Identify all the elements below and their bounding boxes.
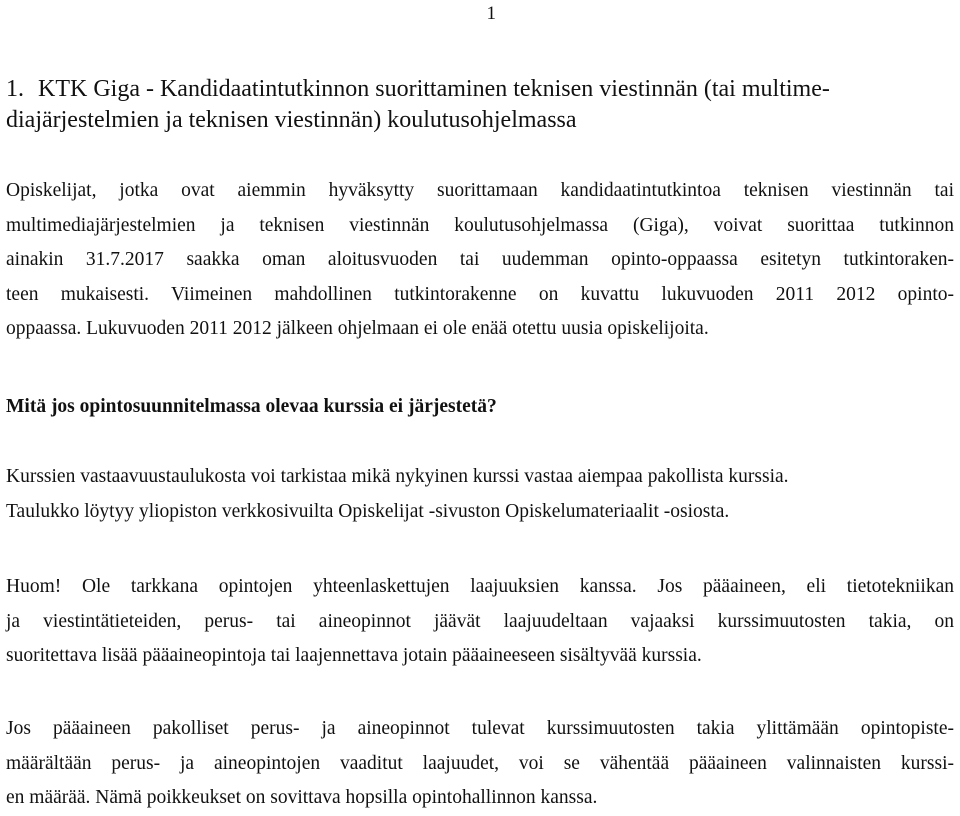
exception-line-3: en määrää. Nämä poikkeukset on sovittava hopsilla opintohallinnon kanssa. xyxy=(6,787,598,808)
intro-line-1: Opiskelijat, jotka ovat aiemmin hyväksytty suorittamaan kandidaatintutkintoa teknisen viestinnän tai xyxy=(6,180,954,201)
note-paragraph xyxy=(6,570,954,674)
course-equivalence-paragraph xyxy=(6,460,954,529)
exception-paragraph xyxy=(6,712,954,816)
equivalence-line-2: Taulukko löytyy yliopiston verkkosivuilta Opiskelijat -sivuston Opiskelumateriaalit -osiosta. xyxy=(6,500,730,522)
equivalence-line-1: Kurssien vastaavuustaulukosta voi tarkistaa mikä nykyinen kurssi vastaa aiempaa pakollista kurssia. xyxy=(6,466,789,487)
note-line-1: Huom! Ole tarkkana opintojen yhteenlaskettujen laajuuksien kanssa. Jos pääaineen, eli tietotekniikan xyxy=(6,576,954,597)
heading-line-1 xyxy=(6,74,954,105)
intro-line-5: oppaassa. Lukuvuoden 2011 2012 jälkeen ohjelmaan ei ole enää otettu uusia opiskelijoita. xyxy=(6,318,709,339)
exception-line-1: Jos pääaineen pakolliset perus- ja aineopinnot tulevat kurssimuutosten takia ylittämään opintopiste- xyxy=(6,718,954,739)
note-line-3: suoritettava lisää pääaineopintoja tai laajennettava jotain pääaineeseen sisältyvää kurssia. xyxy=(6,645,702,666)
section-heading xyxy=(6,74,954,136)
intro-line-3: ainakin 31.7.2017 saakka oman aloitusvuoden tai uudemman opinto-oppaassa esitetyn tutkintoraken- xyxy=(6,249,954,270)
exception-line-2: määrältään perus- ja aineopintojen vaaditut laajuudet, voi se vähentää pääaineen valinnaisten kurssi- xyxy=(6,752,954,774)
intro-line-4: teen mukaisesti. Viimeinen mahdollinen tutkintorakenne on kuvattu lukuvuoden 2011 2012 opinto- xyxy=(6,283,954,305)
page-number: 1 xyxy=(486,3,496,24)
intro-line-2: multimediajärjestelmien ja teknisen viestinnän koulutusohjelmassa (Giga), voivat suorittaa tutkinnon xyxy=(6,214,954,236)
heading-number: 1. xyxy=(6,76,24,102)
intro-paragraph xyxy=(6,174,954,347)
heading-line-2: diajärjestelmien ja teknisen viestinnän) koulutusohjelmassa xyxy=(6,107,577,133)
heading-text-1: KTK Giga - Kandidaatintutkinnon suorittaminen teknisen viestinnän (tai multime- xyxy=(38,76,830,102)
note-line-2: ja viestintätieteiden, perus- tai aineopinnot jäävät laajuudeltaan vajaaksi kurssimuutosten takia, on xyxy=(6,610,954,632)
question-heading: Mitä jos opintosuunnitelmassa olevaa kurssia ei järjestetä? xyxy=(6,396,497,417)
